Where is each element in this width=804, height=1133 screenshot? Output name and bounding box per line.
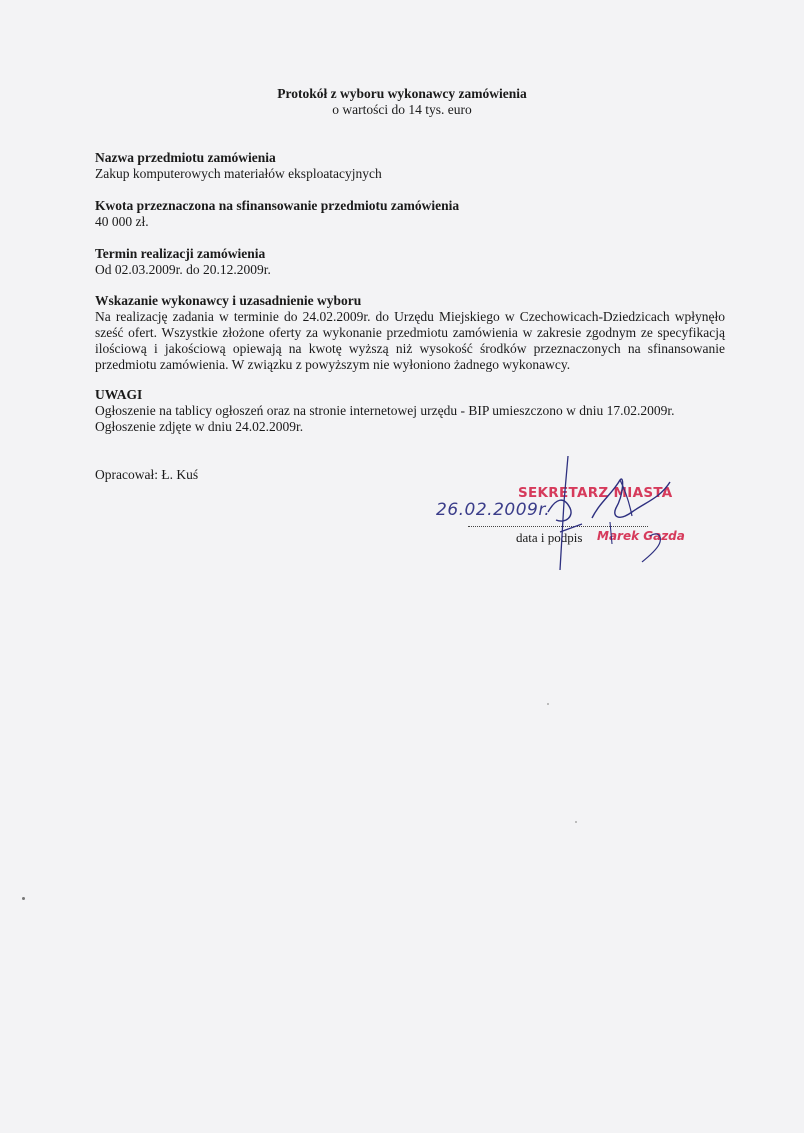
signature-label: data i podpis bbox=[516, 530, 583, 545]
paper-speck bbox=[547, 703, 549, 705]
section-contractor bbox=[95, 293, 725, 373]
section-subject bbox=[95, 150, 725, 182]
section-value: 40 000 zł. bbox=[95, 214, 149, 229]
stamp-name: Marek Gazda bbox=[597, 529, 685, 543]
section-heading: Wskazanie wykonawcy i uzasadnienie wyboru bbox=[95, 293, 362, 308]
section-heading: Nazwa przedmiotu zamówienia bbox=[95, 150, 276, 165]
section-value-line: Ogłoszenie na tablicy ogłoszeń oraz na stronie internetowej urzędu - BIP umieszczono w dniu 17.02.2009r. bbox=[95, 403, 675, 418]
section-deadline bbox=[95, 246, 725, 278]
handwritten-signature-icon bbox=[520, 450, 690, 580]
prepared-by: Opracował: Ł. Kuś bbox=[95, 467, 199, 482]
section-value: Zakup komputerowych materiałów eksploatacyjnych bbox=[95, 166, 382, 181]
section-heading: Termin realizacji zamówienia bbox=[95, 246, 266, 261]
section-heading: Kwota przeznaczona na sfinansowanie przedmiotu zamówienia bbox=[95, 198, 460, 213]
section-remarks bbox=[95, 387, 725, 435]
section-value: Na realizację zadania w terminie do 24.02.2009r. do Urzędu Miejskiego w Czechowicach-Dziedzicach wpłynęło sześć ofert. Wszystkie złożone oferty za wykonanie przedmiotu zamówienia w zakresie zgodnym ze specyfikacją ilościową i jakościową opiewają na kwotę wyższą niż wysokość środków przeznaczonych na sfinansowanie przedmiotu zamówienia. W związku z powyższym nie wyłoniono żadnego wykonawcy. bbox=[95, 309, 725, 372]
section-value: Od 02.03.2009r. do 20.12.2009r. bbox=[95, 262, 271, 277]
section-amount bbox=[95, 198, 725, 230]
document-subtitle: o wartości do 14 tys. euro bbox=[332, 102, 472, 117]
document-title: Protokół z wyboru wykonawcy zamówienia bbox=[277, 86, 527, 101]
handwritten-date: 26.02.2009r. bbox=[436, 500, 551, 520]
title-block bbox=[0, 86, 804, 118]
paper-speck bbox=[575, 821, 577, 823]
section-heading: UWAGI bbox=[95, 387, 143, 402]
stamp-title: SEKRETARZ MIASTA bbox=[518, 485, 673, 501]
paper-speck bbox=[22, 897, 25, 900]
section-value-line: Ogłoszenie zdjęte w dniu 24.02.2009r. bbox=[95, 419, 304, 434]
